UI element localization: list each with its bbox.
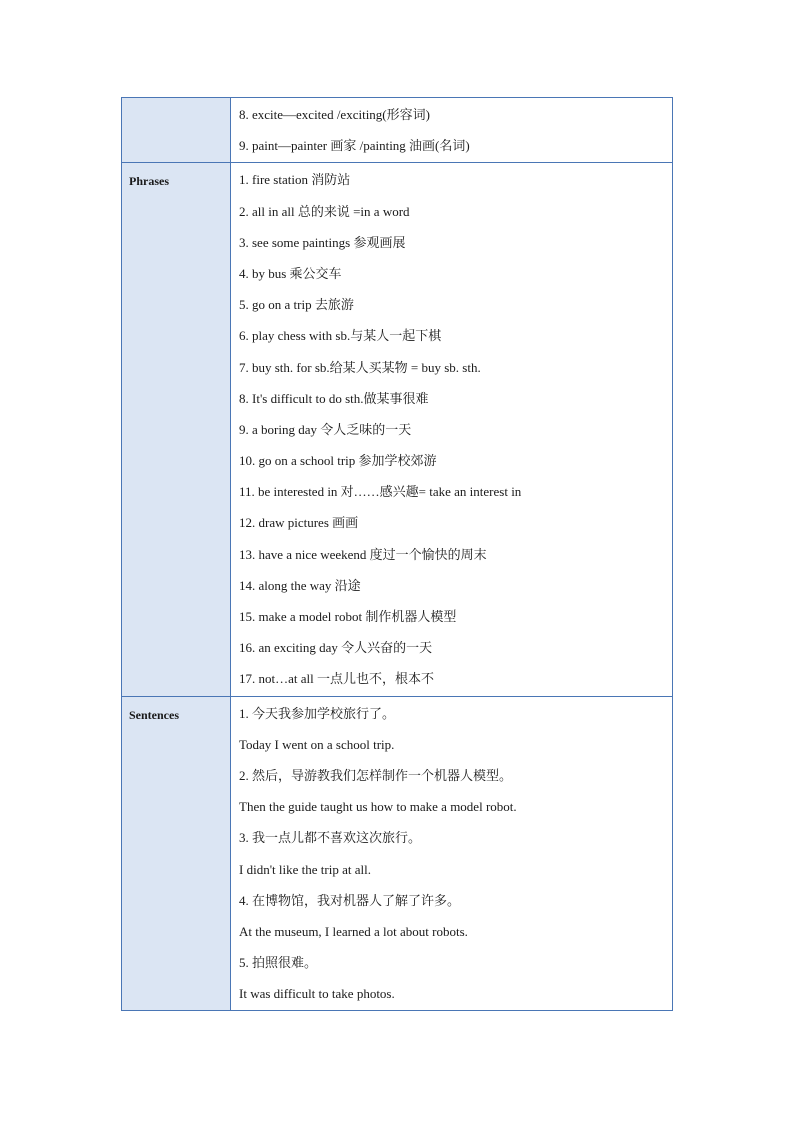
list-item: 11. be interested in 对……感兴趣= take an interest in <box>239 484 522 500</box>
list-item: 7. buy sth. for sb.给某人买某物 = buy sb. sth. <box>239 359 481 375</box>
list-item: 5. go on a trip 去旅游 <box>239 297 354 313</box>
list-item: 6. play chess with sb.与某人一起下棋 <box>239 328 442 344</box>
list-item: 13. have a nice weekend 度过一个愉快的周末 <box>239 546 487 562</box>
list-item: 16. an exciting day 令人兴奋的一天 <box>239 640 433 656</box>
list-item: 3. see some paintings 参观画展 <box>239 234 406 250</box>
table-row <box>122 98 673 163</box>
section-label-cell <box>122 98 231 163</box>
section-label: Sentences <box>129 707 179 722</box>
list-item: 2. 然后，导游教我们怎样制作一个机器人模型。 <box>239 767 513 783</box>
list-item: 9. a boring day 令人乏味的一天 <box>239 421 412 437</box>
list-item: 5. 拍照很难。 <box>239 955 318 971</box>
list-item: 4. 在博物馆，我对机器人了解了许多。 <box>239 892 461 908</box>
list-item: 8. excite—excited /exciting(形容词) <box>239 107 430 122</box>
list-item: 3. 我一点儿都不喜欢这次旅行。 <box>239 830 422 846</box>
section-content-cell <box>231 696 673 1011</box>
list-item: It was difficult to take photos. <box>239 986 395 1002</box>
list-item: 1. 今天我参加学校旅行了。 <box>239 705 396 721</box>
list-item: 15. make a model robot 制作机器人模型 <box>239 609 457 624</box>
section-label-cell <box>122 696 231 1011</box>
list-item: 8. It's difficult to do sth.做某事很难 <box>239 390 429 406</box>
vocabulary-table <box>121 97 673 1011</box>
list-item: 10. go on a school trip 参加学校郊游 <box>239 453 437 469</box>
table-body <box>122 98 673 1011</box>
list-item: 1. fire station 消防站 <box>239 172 351 188</box>
list-item: 14. along the way 沿途 <box>239 577 361 593</box>
list-item: 9. paint—painter 画家 /painting 油画(名词) <box>239 138 470 154</box>
section-lines <box>231 163 672 695</box>
list-item: At the museum, I learned a lot about robots. <box>239 923 468 939</box>
section-label: Phrases <box>129 174 169 189</box>
list-item: Then the guide taught us how to make a model robot. <box>239 799 517 815</box>
section-label <box>122 98 230 108</box>
table-row <box>122 696 673 1011</box>
list-item: 17. not…at all 一点儿也不，根本不 <box>239 671 434 687</box>
list-item: 4. by bus 乘公交车 <box>239 265 342 281</box>
section-content-cell <box>231 163 673 696</box>
list-item: Today I went on a school trip. <box>239 736 395 752</box>
list-item: 2. all in all 总的来说 =in a word <box>239 203 410 219</box>
section-content-cell <box>231 98 673 163</box>
list-item: I didn't like the trip at all. <box>239 861 371 877</box>
section-lines <box>231 697 672 1011</box>
section-lines <box>231 98 672 162</box>
table-row <box>122 163 673 696</box>
list-item: 12. draw pictures 画画 <box>239 515 359 531</box>
section-label-cell <box>122 163 231 696</box>
